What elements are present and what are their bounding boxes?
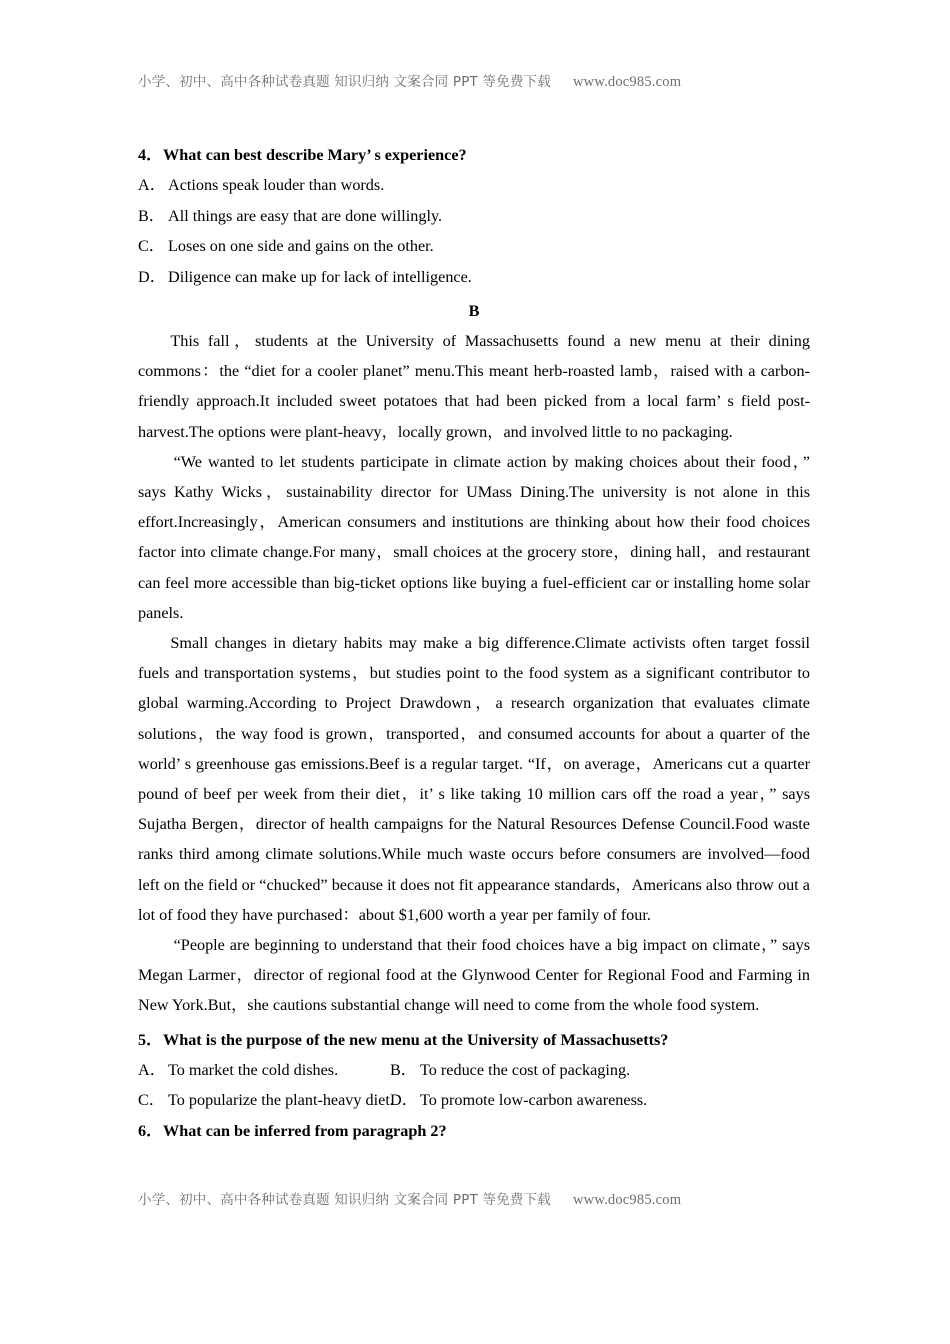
- option-letter-b: B．: [138, 206, 165, 225]
- option-letter-b: B．: [390, 1060, 417, 1079]
- option-letter-a: A．: [138, 1060, 166, 1079]
- question-5-block: [138, 1025, 810, 1116]
- option-text-d: To promote low-carbon awareness.: [420, 1091, 648, 1110]
- option-letter-d: D．: [138, 267, 166, 286]
- question-5-text: What is the purpose of the new menu at the University of Massachusetts?: [163, 1030, 669, 1049]
- question-6-text: What can be inferred from paragraph 2?: [163, 1121, 447, 1140]
- question-4-option-c[interactable]: [138, 231, 810, 262]
- question-6-stem: [138, 1116, 810, 1146]
- option-letter-a: A．: [138, 176, 166, 194]
- passage-paragraph-2: “We wanted to let students participate in climate action by making choices about their food，” says Kathy Wicks，sustainability director for UMass Dining.The university is not alone in this effort.Increasingly，American consumers and institutions are thinking about how their food choices factor into climate change.For many，small choices at the grocery store，dining hall，and restaurant can feel more accessible than big-ticket options like buying a fuel-efficient car or installing home solar panels.: [138, 452, 810, 622]
- question-5-options-row-1: [138, 1055, 810, 1086]
- option-text-d: Diligence can make up for lack of intelligence.: [168, 267, 472, 286]
- watermark-url: www.doc985.com: [573, 1192, 682, 1208]
- option-text-b: To reduce the cost of packaging.: [420, 1060, 631, 1079]
- question-4-option-a[interactable]: [138, 170, 810, 201]
- passage-paragraph-3: Small changes in dietary habits may make a big difference.Climate activists often target fossil fuels and transportation systems，but studies point to the food system as a significant contributor to global warming.According to Project Drawdown，a research organization that evaluates climate solutions，the way food is grown，transported，and consumed accounts for about a quarter of the world’ s greenhouse gas emissions.Beef is a regular target. “If，on average，Americans cut a quarter pound of beef per week from their diet，it’ s like taking 10 million cars off the road a year，” says Sujatha Bergen，director of health campaigns for the Natural Resources Defense Council.Food waste ranks third among climate solutions.While much waste occurs before consumers are involved—food left on the field or “chucked” because it does not fit appearance standards，Americans also throw out a lot of food they have purchased：about $1,600 worth a year per family of four.: [138, 634, 810, 924]
- question-5-number: 5．: [138, 1030, 163, 1049]
- question-4-block: [138, 140, 810, 292]
- page-header-watermark: [138, 70, 810, 91]
- passage-body: [138, 326, 810, 1021]
- question-6-block: [138, 1116, 810, 1146]
- option-text-a: To market the cold dishes.: [168, 1060, 339, 1079]
- question-5-option-d[interactable]: [390, 1085, 647, 1116]
- question-5-options-row-2: [138, 1085, 810, 1116]
- page-footer-watermark: [138, 1188, 810, 1209]
- option-text-a: Actions speak louder than words.: [168, 176, 385, 194]
- passage-section-letter: B: [468, 302, 480, 320]
- option-text-b: All things are easy that are done willingly.: [168, 206, 443, 225]
- watermark-url: www.doc985.com: [573, 74, 682, 90]
- question-5-stem: [138, 1025, 810, 1055]
- watermark-chinese-text: 小学、初中、高中各种试卷真题 知识归纳 文案合同 PPT 等免费下载: [138, 74, 551, 90]
- question-4-number: 4．: [138, 146, 163, 164]
- option-text-c: Loses on one side and gains on the other.: [168, 237, 434, 255]
- option-letter-c: C．: [138, 1091, 165, 1110]
- question-4-option-d[interactable]: [138, 262, 810, 293]
- option-letter-d: D．: [390, 1091, 418, 1110]
- question-6-number: 6．: [138, 1121, 163, 1140]
- question-5-option-b[interactable]: [390, 1055, 630, 1086]
- passage-paragraph-4: “People are beginning to understand that their food choices have a big impact on climate，” says Megan Larmer，director of regional food at the Glynwood Center for Regional Food and Farming in New York.But，she cautions substantial change will need to come from the whole food system.: [138, 936, 810, 1015]
- document-content: [138, 140, 810, 1146]
- option-text-c: To popularize the plant-heavy diet.: [168, 1091, 394, 1110]
- passage-paragraph-1: This fall，students at the University of Massachusetts found a new menu at their dining commons：the “diet for a cooler planet” menu.This meant herb-roasted lamb，raised with a carbon-friendly approach.It included sweet potatoes that had been picked from a local farm’ s field post-harvest.The options were plant-heavy，locally grown，and involved little to no packaging.: [138, 332, 810, 441]
- question-5-option-a[interactable]: [138, 1055, 338, 1086]
- watermark-chinese-text: 小学、初中、高中各种试卷真题 知识归纳 文案合同 PPT 等免费下载: [138, 1192, 551, 1208]
- option-letter-c: C．: [138, 237, 165, 255]
- question-4-option-b[interactable]: [138, 201, 810, 232]
- question-5-option-c[interactable]: [138, 1085, 394, 1116]
- question-4-text: What can best describe Mary’ s experience?: [163, 146, 467, 164]
- question-4-stem: [138, 140, 810, 170]
